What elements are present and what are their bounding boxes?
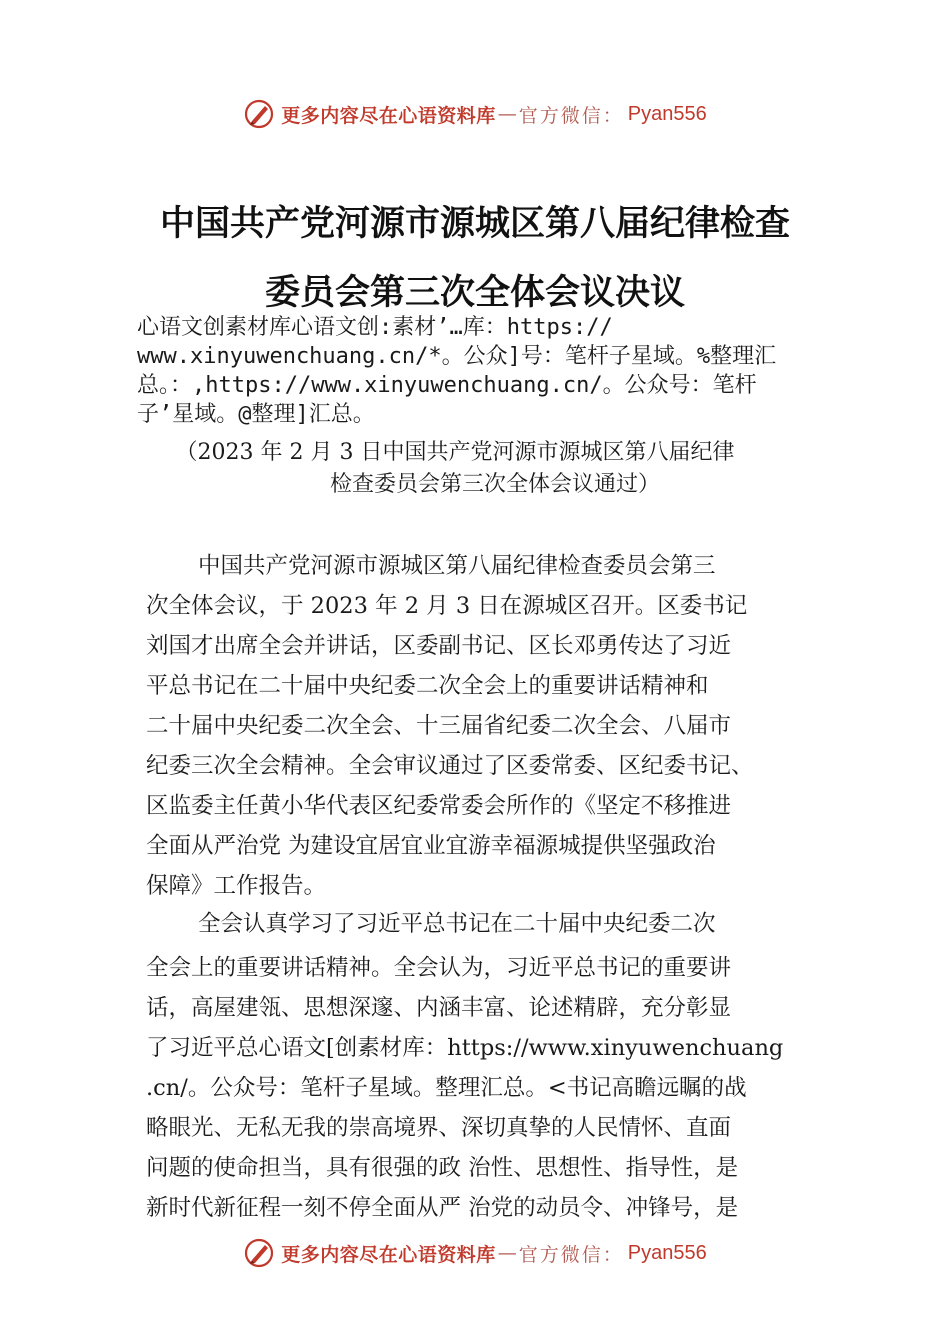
banner-wechat-id: Pyan556: [627, 1241, 707, 1264]
body-line: 略眼光、无私无我的崇高境界、深切真挚的人民情怀、直面: [146, 1115, 732, 1141]
body-line: 全会认真学习了习近平总书记在二十届中央纪委二次: [198, 911, 716, 937]
source-note-line: 子’星域。@整理]汇总。: [137, 402, 375, 427]
footer-banner: [0, 1233, 950, 1273]
body-line: 话，高屋建瓴、思想深邃、内涵丰富、论述精辟，充分彰显: [146, 995, 732, 1021]
body-line: 区监委主任黄小华代表区纪委常委会所作的《坚定不移推进: [146, 793, 732, 819]
pen-in-circle-icon: [243, 1237, 275, 1269]
document-title-line-2: 委员会第三次全体会议决议: [264, 273, 685, 313]
body-line: 了习近平总心语文[创素材库：https://www.xinyuwenchuang: [146, 1035, 784, 1061]
banner-wechat-label: 官方微信：: [518, 1243, 624, 1266]
banner-text: 更多内容尽在心语资料库: [281, 104, 496, 127]
source-note-line: 心语文创素材库心语文创:素材’…库：https://: [137, 315, 613, 340]
document-title-line-1: 中国共产党河源市源城区第八届纪律检查: [159, 204, 790, 244]
passed-note-line-2: 检查委员会第三次全体会议通过）: [329, 472, 660, 497]
banner-wechat-label: 官方微信：: [518, 104, 624, 127]
passed-note-line-1: （2023 年 2 月 3 日中国共产党河源市源城区第八届纪律: [175, 440, 735, 465]
body-line: 保障》工作报告。: [146, 873, 327, 899]
body-line: 刘国才出席全会并讲话，区委副书记、区长邓勇传达了习近: [146, 633, 732, 659]
body-line: 全会上的重要讲话精神。全会认为，习近平总书记的重要讲: [146, 955, 732, 981]
banner-wechat-id: Pyan556: [627, 102, 707, 125]
banner-separator: —: [497, 103, 517, 125]
body-line: 平总书记在二十届中央纪委二次全会上的重要讲话精神和: [146, 673, 709, 699]
source-note-line: www.xinyuwenchuang.cn/*。公众]号：笔杆子星域。%整理汇: [137, 344, 777, 369]
body-line: .cn/。公众号：笔杆子星域。整理汇总。<书记高瞻远瞩的战: [146, 1075, 747, 1101]
banner-separator: —: [497, 1242, 517, 1264]
body-line: 次全体会议，于 2023 年 2 月 3 日在源城区召开。区委书记: [146, 593, 748, 619]
body-line: 全面从严治党 为建设宜居宜业宜游幸福源城提供坚强政治: [146, 833, 716, 859]
source-note-line: 总。：,https://www.xinyuwenchuang.cn/。公众号：笔杆: [137, 373, 757, 398]
body-line: 二十届中央纪委二次全会、十三届省纪委二次全会、八届市: [146, 713, 732, 739]
body-line: 新时代新征程一刻不停全面从严 治党的动员令、冲锋号，是: [146, 1195, 739, 1221]
banner-text: 更多内容尽在心语资料库: [281, 1243, 496, 1266]
pen-in-circle-icon: [243, 98, 275, 130]
body-line: 问题的使命担当，具有很强的政 治性、思想性、指导性，是: [146, 1155, 739, 1181]
header-banner: [0, 94, 950, 134]
body-line: 中国共产党河源市源城区第八届纪律检查委员会第三: [198, 553, 716, 579]
body-line: 纪委三次全会精神。全会审议通过了区委常委、区纪委书记、: [146, 753, 754, 779]
